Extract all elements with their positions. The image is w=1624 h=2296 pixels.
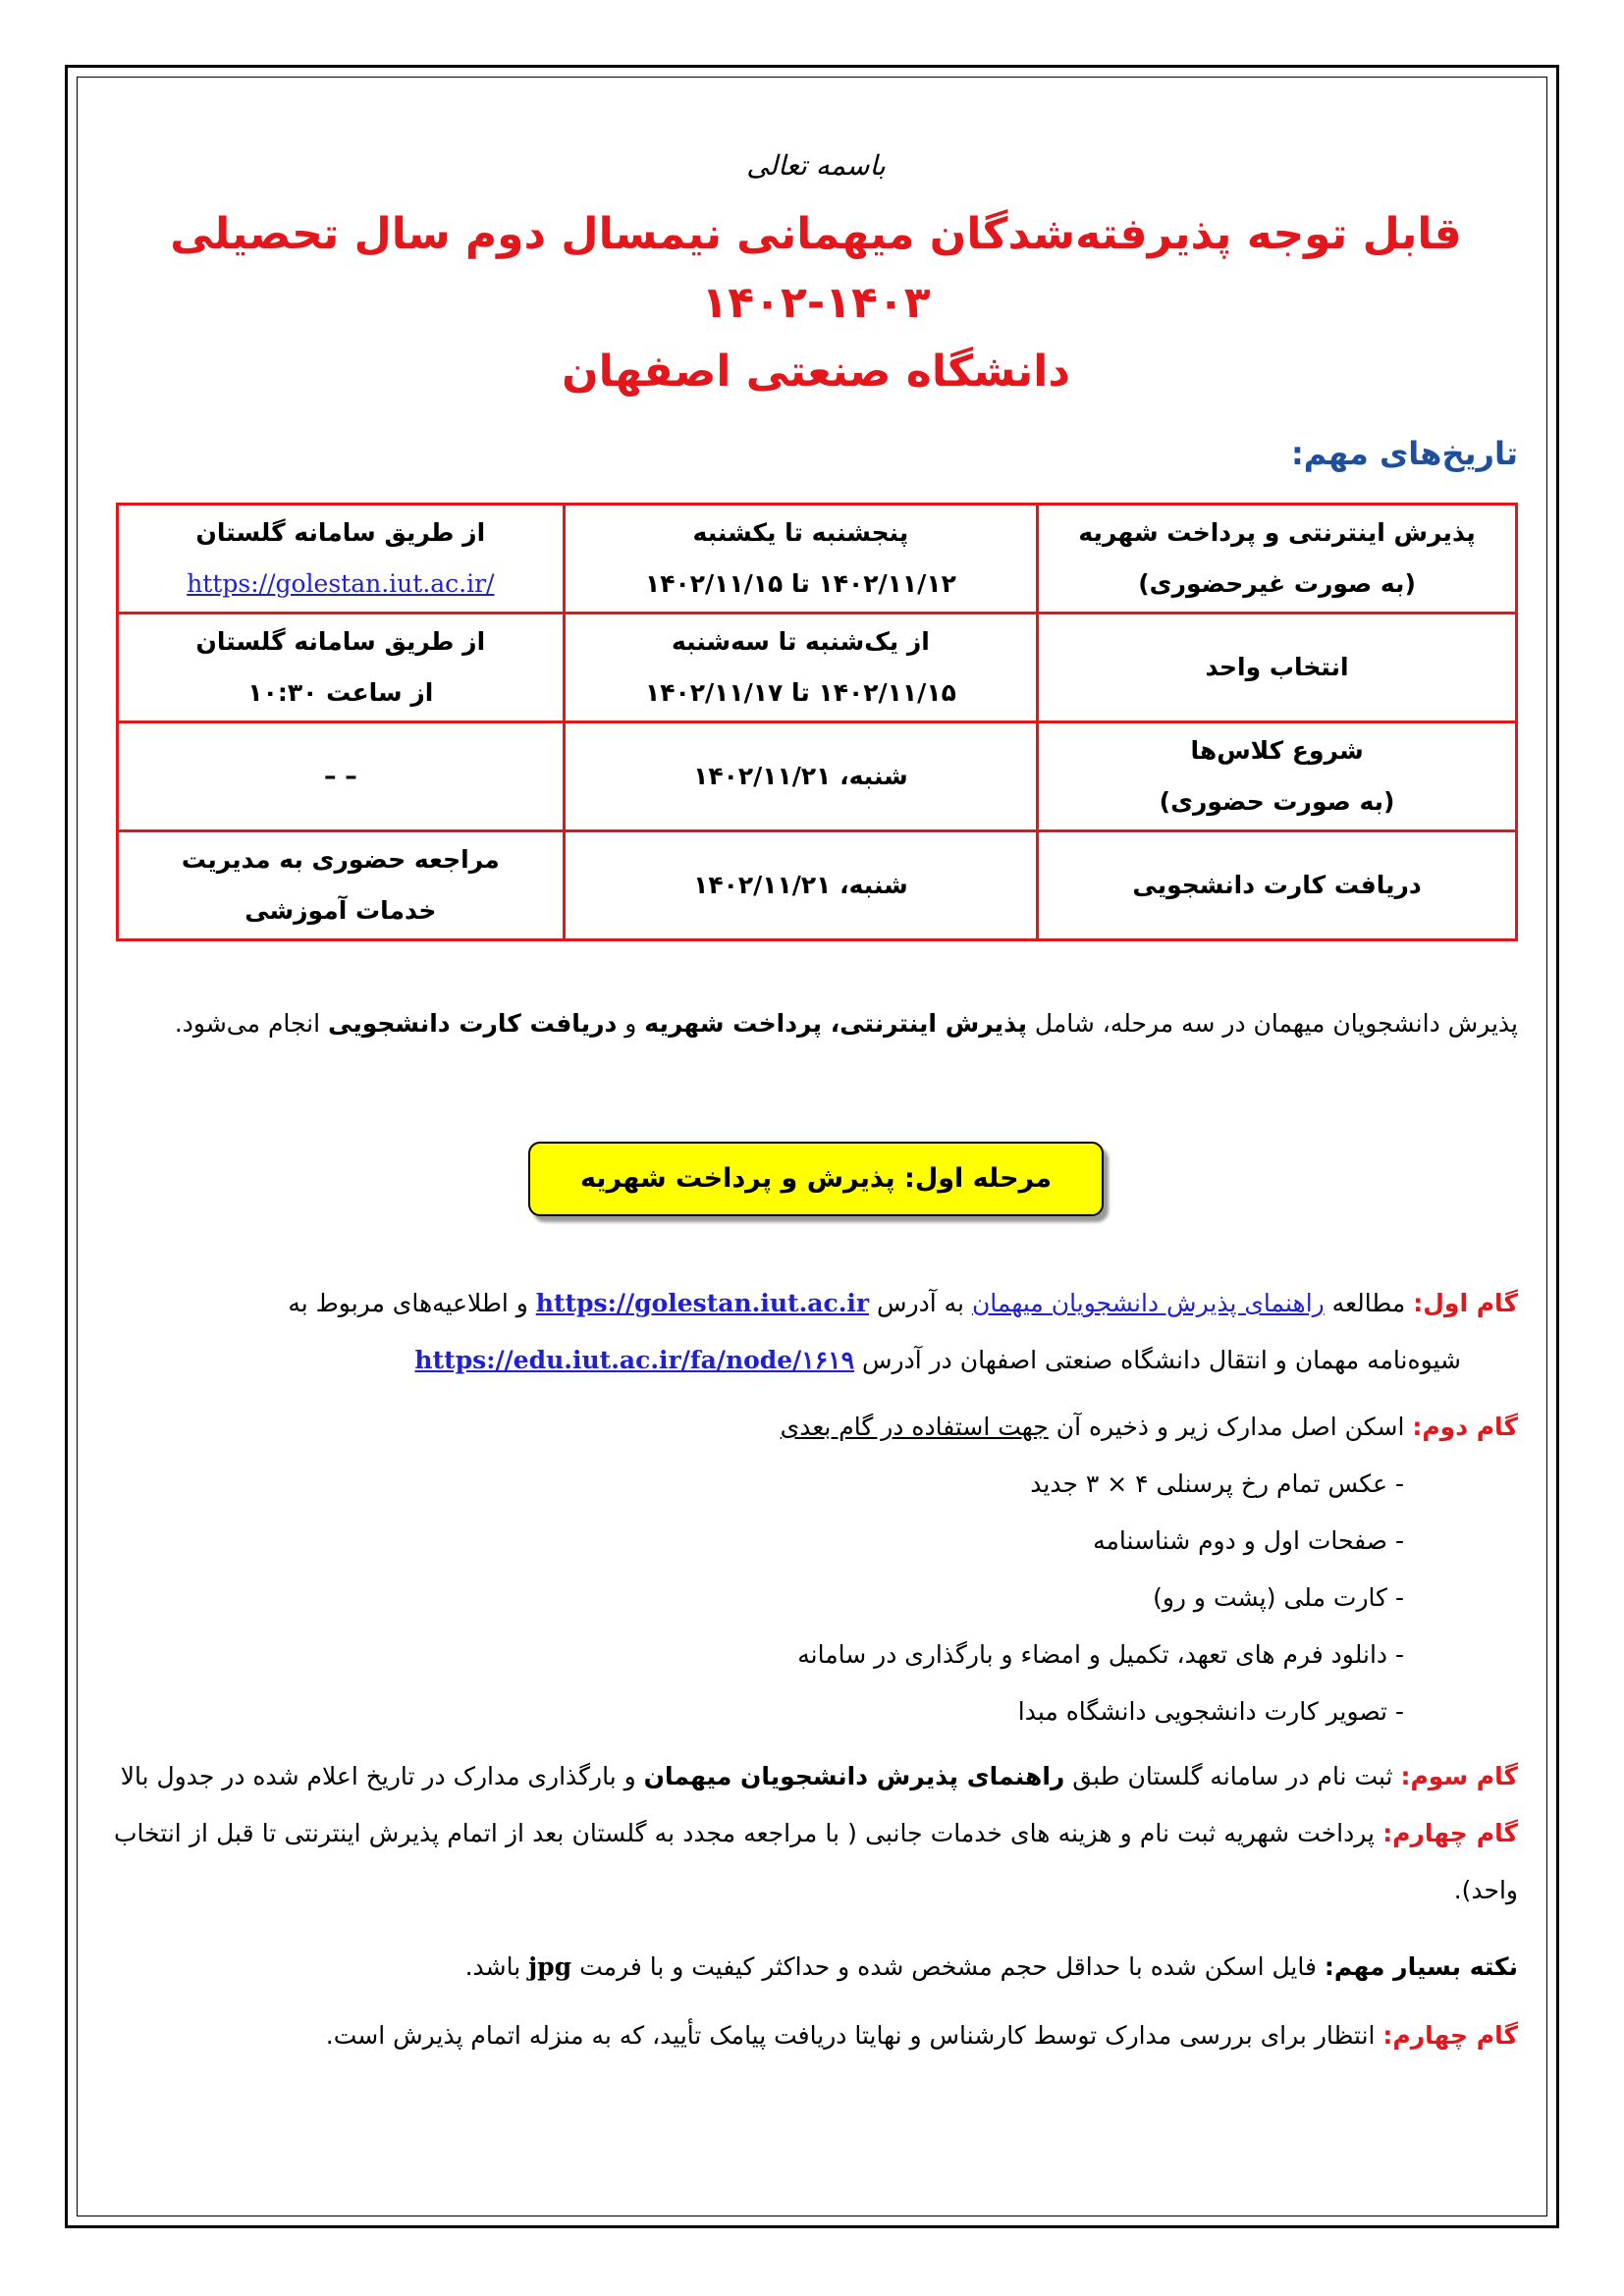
bismillah-heading: باسمه تعالی — [746, 149, 886, 182]
cell-activity: دریافت کارت دانشجویی — [1038, 831, 1517, 940]
table-row — [118, 831, 1517, 940]
important-note: نکته بسیار مهم: فایل اسکن شده با حداقل حجم مشخص شده و حداکثر کیفیت و با فرمت jpg باشد. — [464, 1952, 1518, 1981]
cell-date: پنجشنبه تا یکشنبه ۱۴۰۲/۱۱/۱۲ تا ۱۴۰۲/۱۱/۱۵ — [564, 505, 1037, 614]
list-item: - تصویر کارت دانشجویی دانشگاه مبدا — [1017, 1697, 1404, 1726]
document-body — [114, 108, 1518, 2199]
list-item: - عکس تمام رخ پرسنلی ۴ × ۳ جدید — [1030, 1469, 1404, 1498]
step-three: گام سوم: ثبت نام در سامانه گلستان طبق راهنمای پذیرش دانشجویان میهمان و بارگذاری مدارک در تاریخ اعلام شده در جدول بالا — [120, 1762, 1518, 1790]
important-dates-heading: تاریخ‌های مهم: — [1290, 435, 1518, 472]
cell-activity: پذیرش اینترنتی و پرداخت شهریه (به صورت غیرحضوری) — [1038, 505, 1517, 614]
cell-activity: شروع کلاس‌ها (به صورت حضوری) — [1038, 722, 1517, 831]
golestan-link[interactable]: https://golestan.iut.ac.ir/ — [187, 569, 495, 598]
document-title — [114, 200, 1518, 406]
step-four: گام چهارم: پرداخت شهریه ثبت نام و هزینه های خدمات جانبی ( با مراجعه مجدد به گلستان بعد از اتمام پذیرش اینترنتی تا قبل از انتخاب واحد). — [114, 1819, 1518, 1904]
cell-method: – – — [118, 722, 565, 831]
dates-table — [116, 503, 1518, 941]
cell-method: مراجعه حضوری به مدیریت خدمات آموزشی — [118, 831, 565, 940]
cell-date: شنبه، ۱۴۰۲/۱۱/۲۱ — [564, 831, 1037, 940]
cell-method: از طریق سامانه گلستان از ساعت ۱۰:۳۰ — [118, 614, 565, 722]
required-documents-list — [114, 1456, 1518, 1740]
intro-paragraph: پذیرش دانشجویان میهمان در سه مرحله، شامل پذیرش اینترنتی، پرداخت شهریه و دریافت کارت دانشجویی انجام می‌شود. — [174, 1009, 1518, 1038]
list-item: - کارت ملی (پشت و رو) — [1153, 1583, 1404, 1612]
table-row — [118, 614, 1517, 722]
golestan-url-link[interactable]: https://golestan.iut.ac.ir — [535, 1289, 870, 1317]
list-item: - صفحات اول و دوم شناسنامه — [1093, 1526, 1404, 1555]
edu-node-link[interactable]: https://edu.iut.ac.ir/fa/node/۱۶۱۹ — [414, 1346, 855, 1374]
step-two: گام دوم: اسکن اصل مدارک زیر و ذخیره آن جهت استفاده در گام بعدی — [780, 1413, 1518, 1441]
step-five: گام چهارم: انتظار برای بررسی مدارک توسط کارشناس و نهایتا دریافت پیامک تأیید، که به منزله اتمام پذیرش است. — [325, 2021, 1518, 2050]
list-item: - دانلود فرم های تعهد، تکمیل و امضاء و بارگذاری در سامانه — [797, 1640, 1404, 1669]
step-one: گام اول: مطالعه راهنمای پذیرش دانشجویان میهمان به آدرس https://golestan.iut.ac.ir و اطلاعیه‌های مربوط به شیوه‌نامه مهمان و انتقال دانشگاه صنعتی اصفهان در آدرس https://edu.iut.ac.ir/fa/node/۱۶۱۹ — [288, 1289, 1518, 1374]
cell-date: شنبه، ۱۴۰۲/۱۱/۲۱ — [564, 722, 1037, 831]
stage-one-banner: مرحله اول: پذیرش و پرداخت شهریه — [528, 1142, 1104, 1216]
cell-date: از یک‌شنبه تا سه‌شنبه ۱۴۰۲/۱۱/۱۵ تا ۱۴۰۲/۱۱/۱۷ — [564, 614, 1037, 722]
table-row — [118, 505, 1517, 614]
cell-activity: انتخاب واحد — [1038, 614, 1517, 722]
title-line-2: دانشگاه صنعتی اصفهان — [562, 347, 1070, 397]
guest-admission-guide-link[interactable]: راهنمای پذیرش دانشجویان میهمان — [971, 1289, 1325, 1317]
cell-method: از طریق سامانه گلستان https://golestan.iut.ac.ir/ — [118, 505, 565, 614]
stage-one-banner-wrap — [114, 1142, 1518, 1220]
title-line-1: قابل توجه پذیرفته‌شدگان میهمانی نیمسال دوم سال تحصیلی ۱۴۰۳-۱۴۰۲ — [170, 209, 1462, 328]
table-row — [118, 722, 1517, 831]
